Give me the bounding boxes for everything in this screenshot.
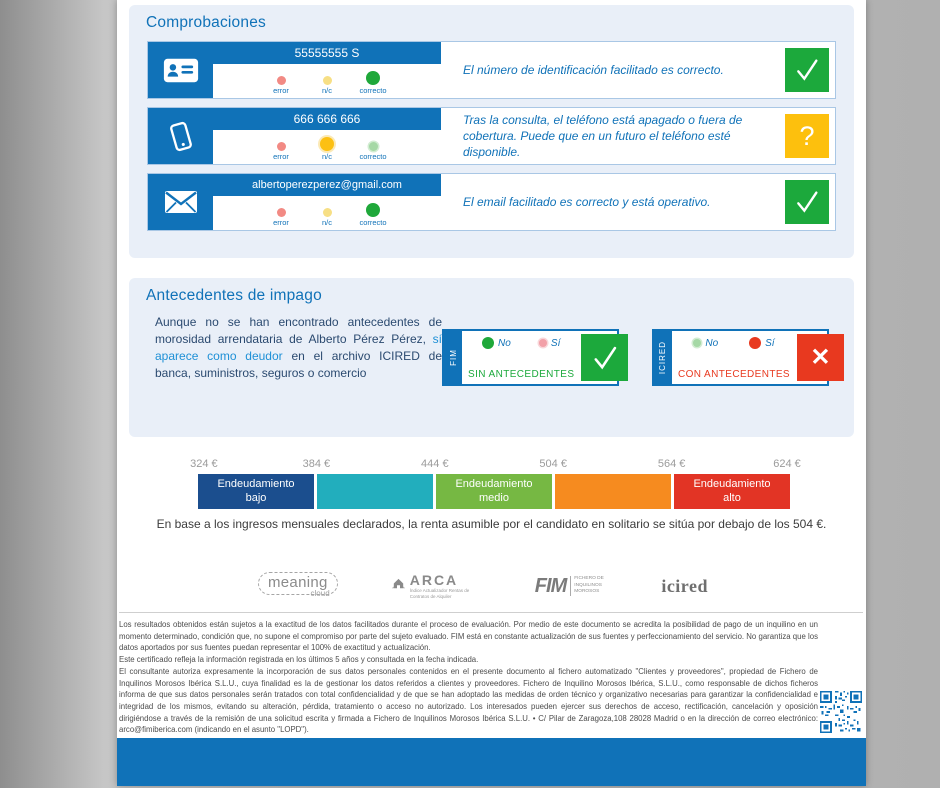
email-value: albertoperezperez@gmail.com	[213, 174, 441, 196]
segment-4	[555, 474, 671, 509]
segment-bajo: Endeudamiento bajo	[198, 474, 314, 509]
icired-logo: icired	[661, 575, 708, 596]
id-description: El número de identificación facilitado es correcto.	[463, 62, 724, 77]
correcto-dot	[366, 71, 380, 85]
error-dot	[277, 76, 286, 85]
phone-icon	[148, 108, 213, 164]
phone-status-dots: error n/c correcto	[213, 130, 441, 164]
legal-paragraph: Los resultados obtenidos están sujetos a la exactitud de los datos facilitados durante el proceso de evaluación. Por medio de este documento se acredita la posibilidad de pago de un inquilino en un momento determinado, condición que, no supone el compromiso por parte del sujeto evaluado. FIM está en constante actualización de sus fuentes y perfeccionamiento del servicio. No garantiza que los datos aportados por sus fuentes puedan representar el 100% de exactitud y actualización.	[119, 620, 818, 653]
scale-ticks: 324 € 384 € 444 € 504 € 564 € 624 €	[190, 458, 801, 470]
comprobaciones-panel	[129, 5, 854, 258]
debt-scale	[117, 458, 866, 531]
deudor-highlight: sí aparece como deudor	[155, 332, 442, 364]
fim-logo: FIM FICHERO DE INQUILINOS MOROSOS	[535, 575, 608, 598]
legal-paragraph: Este certificado refleja la información registrada en los últimos 5 años y consultada en la fecha indicada.	[119, 655, 479, 665]
antecedentes-panel	[129, 278, 854, 437]
nc-dot	[320, 137, 334, 151]
segment-2	[317, 474, 433, 509]
antecedentes-paragraph: Aunque no se han encontrado antecedentes de morosidad arrendataria de Alberto Pérez Pérez, sí aparece como deudor en el archivo ICIRED de banca, suministros, seguros o comercio	[155, 315, 442, 381]
no-dot	[693, 339, 701, 347]
phone-value: 666 666 666	[213, 108, 441, 130]
fim-result: SIN ANTECEDENTES	[468, 369, 575, 380]
id-value: 55555555 S	[213, 42, 441, 64]
si-dot	[539, 339, 547, 347]
nc-dot	[323, 208, 332, 217]
fim-dots: No Sí	[468, 337, 574, 349]
check-row-id	[147, 41, 836, 99]
fim-label: FIM	[444, 331, 462, 384]
check-row-email	[147, 173, 836, 231]
email-icon	[148, 174, 213, 230]
fim-record-box	[442, 329, 619, 386]
check-icon	[785, 180, 829, 224]
icired-record-box	[652, 329, 829, 386]
email-status-dots: error n/c correcto	[213, 196, 441, 230]
meaningcloud-logo: meaning cloud	[258, 574, 338, 598]
question-icon: ?	[785, 114, 829, 158]
icired-label: ICIRED	[654, 331, 672, 384]
qr-code	[820, 691, 862, 733]
legal-text	[119, 619, 818, 736]
segment-medio: Endeudamiento medio	[436, 474, 552, 509]
id-status-dots: error n/c correcto	[213, 64, 441, 98]
error-dot	[277, 142, 286, 151]
check-icon	[785, 48, 829, 92]
segment-alto: Endeudamiento alto	[674, 474, 790, 509]
icired-result: CON ANTECEDENTES	[678, 369, 790, 380]
si-dot	[749, 337, 761, 349]
comprobaciones-title: Comprobaciones	[146, 14, 266, 31]
correcto-dot	[369, 142, 378, 151]
divider	[119, 612, 863, 613]
icired-dots: No Sí	[678, 337, 790, 349]
correcto-dot	[366, 203, 380, 217]
check-icon	[581, 334, 628, 381]
arca-icon	[391, 576, 406, 596]
legal-paragraph: El consultante autoriza expresamente la incorporación de sus datos personales contenidos en el presente documento al fichero automatizado "Clientes y proveedores", propiedad de Fichero de Inquilinos Morosos Ibérica S.L.U., cuya finalidad es la de gestionar los datos referidos a clientes y proveedores. Fichero de Inquilino Morosos Ibérica, S.L.U., como responsable de dichos ficheros informa de que sus datos personales serán tratados con total confidencialidad y de que se han adoptado las medidas de orden técnico y organizativo necesarias para garantizar la confidencialidad e integridad de los mismos, evitando su alteración, pérdida, tratamiento o acceso no autorizado. Los interesados pueden ejercer sus derechos de acceso, rectificación, cancelación y oposición dirigiéndose a través de la remisión de una solicitud escrita y firmada a Fichero de Inquilinos Morosos Ibérica S.L.U. • C/ Pilar de Zaragoza,108 28028 Madrid o en la dirección de correo electrónico: arco@fimiberica.com (indicando en el asunto "LOPD").	[119, 666, 818, 735]
nc-dot	[323, 76, 332, 85]
error-dot	[277, 208, 286, 217]
partner-logos	[258, 563, 708, 609]
email-description: El email facilitado es correcto y está operativo.	[463, 194, 711, 209]
antecedentes-title: Antecedentes de impago	[146, 287, 322, 304]
cross-icon: ✕	[797, 334, 844, 381]
footer-bar	[117, 738, 866, 786]
phone-description: Tras la consulta, el teléfono está apagado o fuera de cobertura. Puede que en un futuro el teléfono esté disponible.	[463, 112, 743, 160]
arca-logo: ARCA Índice Actualizador Rentas de Contratos de Alquiler	[391, 573, 482, 600]
id-card-icon	[148, 42, 213, 98]
scale-bar	[198, 474, 790, 509]
no-dot	[482, 337, 494, 349]
check-row-phone	[147, 107, 836, 165]
scale-caption: En base a los ingresos mensuales declarados, la renta asumible por el candidato en solitario se sitúa por debajo de los 504 €.	[156, 517, 827, 531]
document-page	[117, 0, 866, 786]
